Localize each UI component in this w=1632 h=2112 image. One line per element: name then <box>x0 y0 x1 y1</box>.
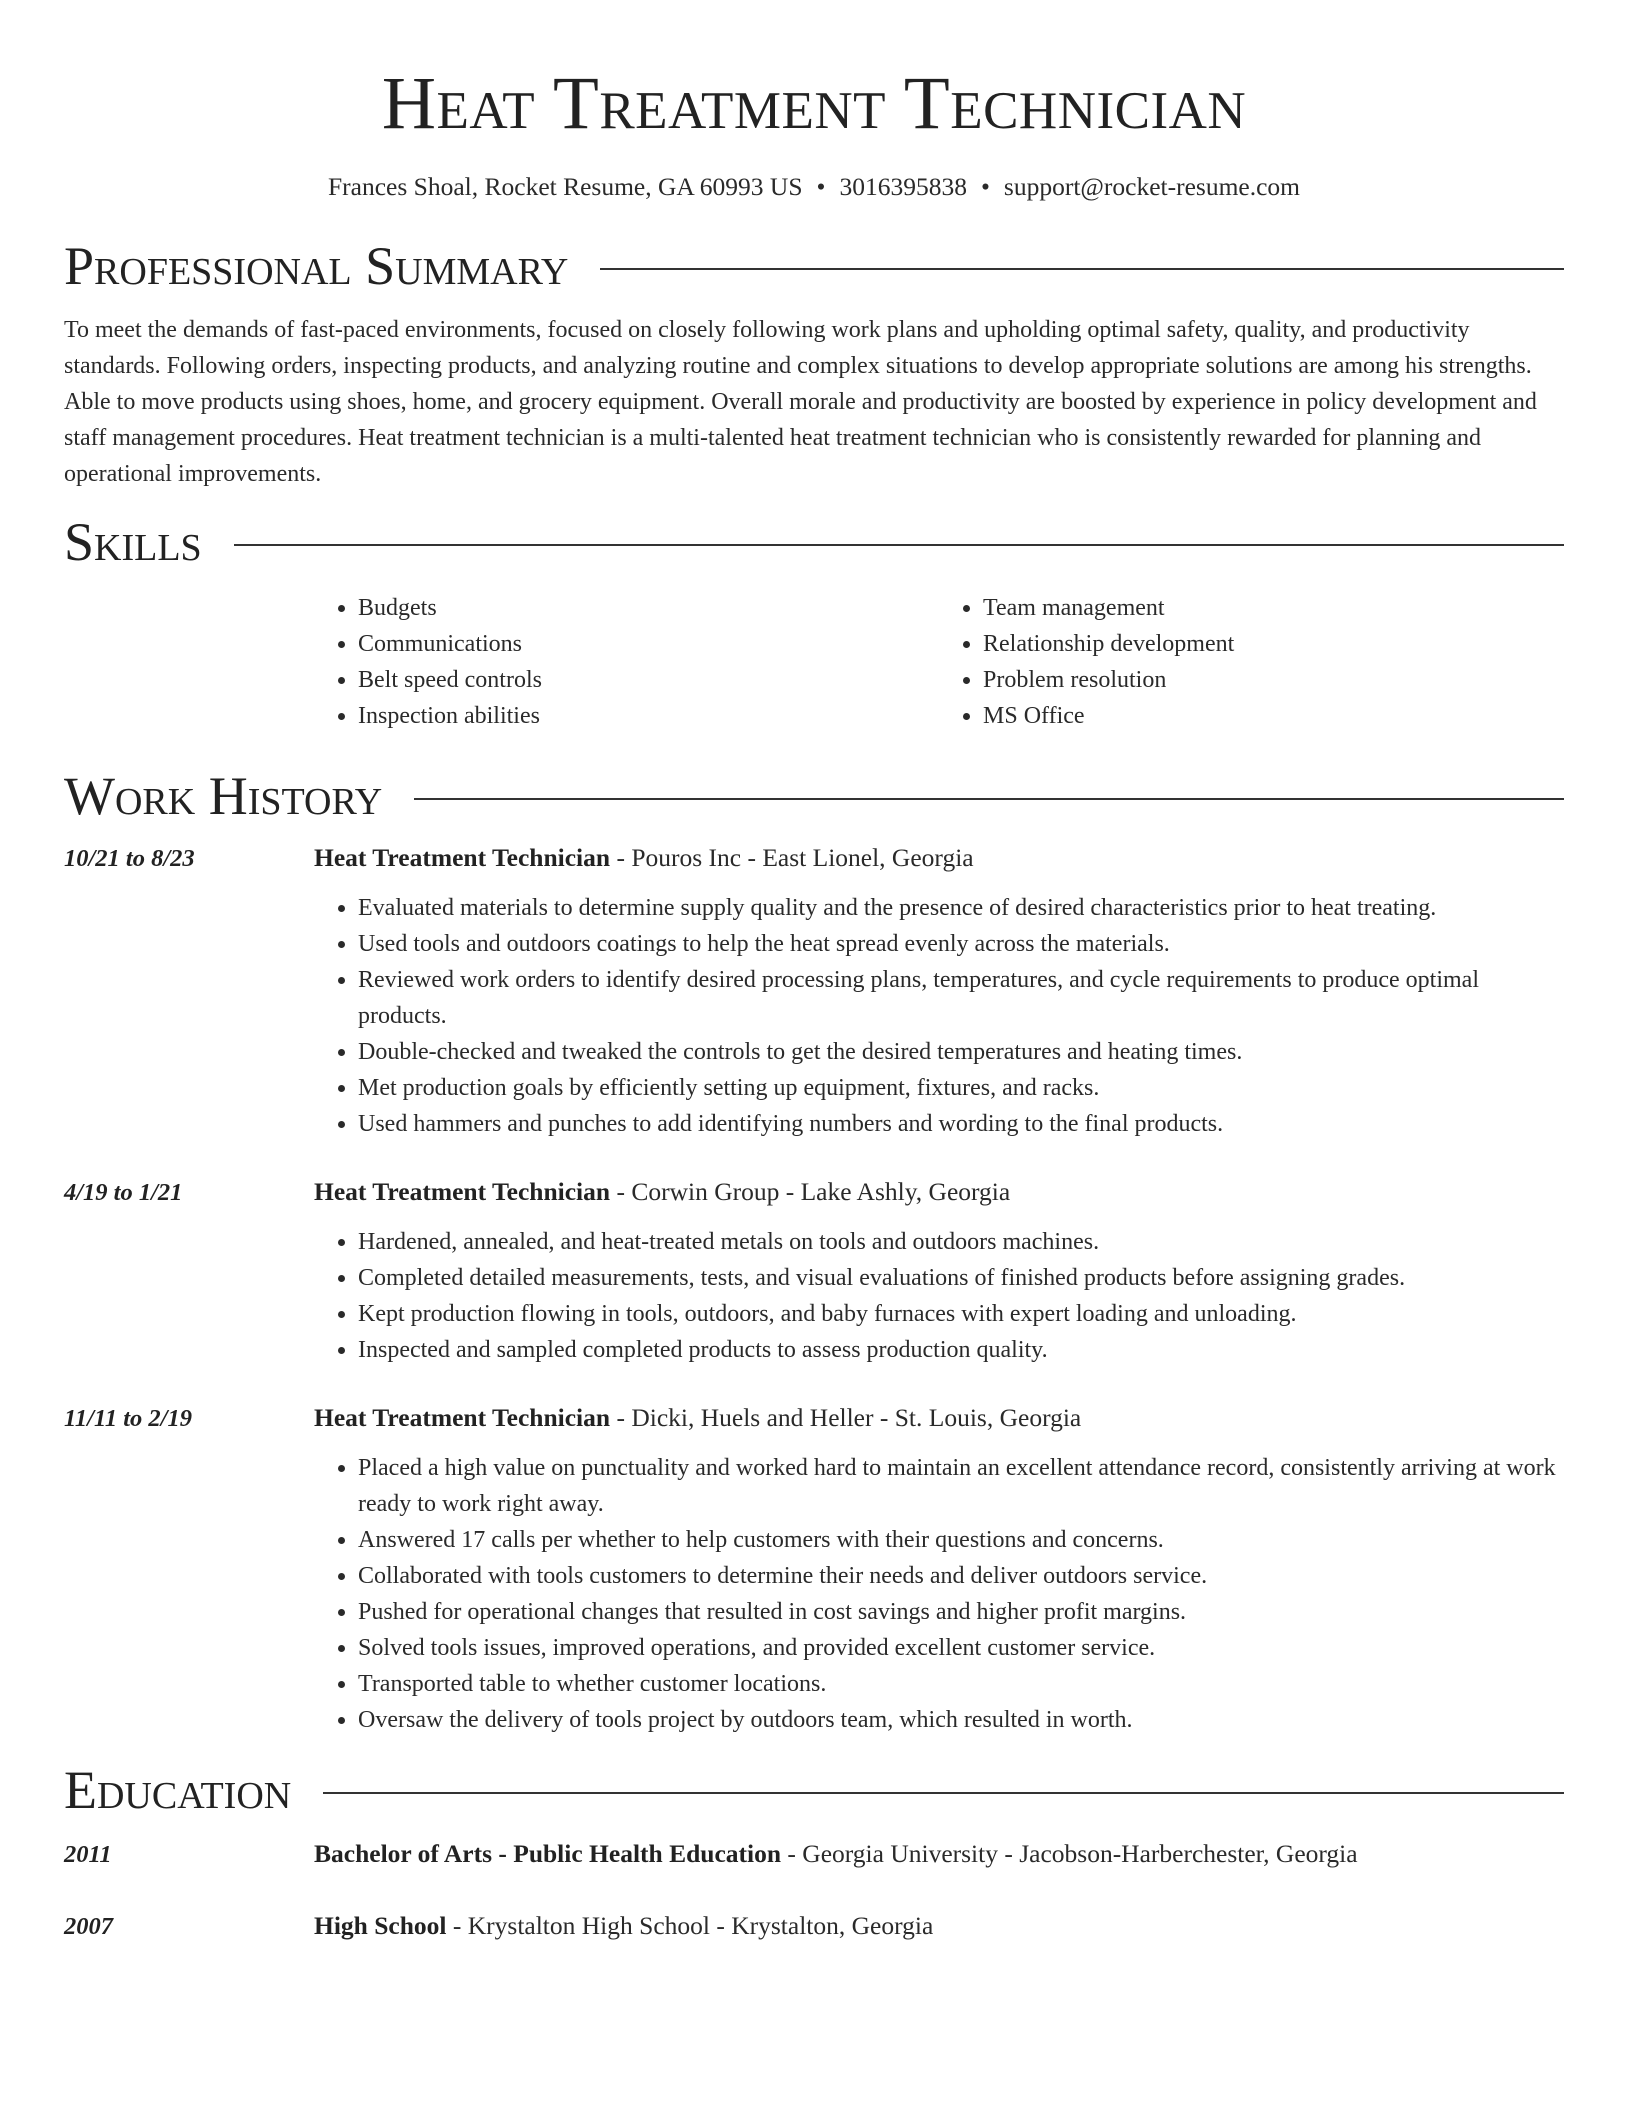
skills-list <box>314 590 1564 734</box>
contact-phone: 3016395838 <box>839 172 967 201</box>
job-title: Heat Treatment Technician <box>314 843 611 872</box>
education-school: - Krystalton High School - Krystalton, Georgia <box>446 1911 934 1940</box>
contact-separator: • <box>816 172 826 201</box>
job-header <box>64 1400 1564 1436</box>
job-duty: • Inspected and sampled completed products to assess production quality. <box>358 1332 1564 1368</box>
job-duty: • Evaluated materials to determine supply quality and the presence of desired characteristics prior to heat treating. <box>358 890 1564 926</box>
education-degree: High School <box>314 1911 447 1940</box>
education-heading-line <box>314 1908 933 1944</box>
job-duty: • Oversaw the delivery of tools project by outdoors team, which resulted in worth. <box>358 1702 1564 1738</box>
education-entry <box>64 1908 1564 1944</box>
section-divider <box>234 544 1564 546</box>
contact-line <box>64 170 1564 204</box>
education-degree: Bachelor of Arts - Public Health Education <box>314 1839 782 1868</box>
contact-email: support@rocket-resume.com <box>1003 172 1301 201</box>
job-entry <box>64 840 1564 1142</box>
skill-item: • Relationship development <box>983 626 1564 662</box>
job-duty: • Completed detailed measurements, tests, and visual evaluations of finished products before assigning grades. <box>358 1260 1564 1296</box>
job-duty: • Used hammers and punches to add identifying numbers and wording to the final products. <box>358 1106 1564 1142</box>
section-divider <box>414 798 1564 800</box>
section-divider <box>600 268 1564 270</box>
contact-address: Frances Shoal, Rocket Resume, GA 60993 US <box>327 172 803 201</box>
summary-text: To meet the demands of fast-paced environments, focused on closely following work plans and upholding optimal safety, quality, and productivity standards. Following orders, inspecting products, and analyzing routine and complex situations to develop appropriate solutions are among his strengths. Able to move products using shoes, home, and grocery equipment. Overall morale and productivity are boosted by experience in policy development and staff management procedures. Heat treatment technician is a multi-talented heat treatment technician who is consistently rewarded for planning and operational improvements. <box>64 317 1537 487</box>
job-dates: 4/19 to 1/21 <box>64 1179 183 1206</box>
job-entry <box>64 1400 1564 1738</box>
skill-item: • Team management <box>983 590 1564 626</box>
job-duty: • Placed a high value on punctuality and worked hard to maintain an excellent attendance record, consistently arriving at work ready to work right away. <box>358 1450 1564 1522</box>
skills-heading: Skills <box>64 512 202 572</box>
job-header <box>64 840 1564 876</box>
work-section-header <box>64 764 1564 828</box>
job-duty: • Solved tools issues, improved operations, and provided excellent customer service. <box>358 1630 1564 1666</box>
resume-title: Heat Treatment Technician <box>381 62 1247 145</box>
job-entry <box>64 1174 1564 1368</box>
education-heading-line <box>314 1836 1358 1872</box>
education-school: - Georgia University - Jacobson-Harberchester, Georgia <box>781 1839 1358 1868</box>
section-divider <box>323 1792 1564 1794</box>
job-duty: • Collaborated with tools customers to determine their needs and deliver outdoors service. <box>358 1558 1564 1594</box>
job-title: Heat Treatment Technician <box>314 1177 611 1206</box>
job-duties <box>314 890 1564 1142</box>
education-entry <box>64 1836 1564 1872</box>
job-title: Heat Treatment Technician <box>314 1403 611 1432</box>
education-heading: Education <box>64 1760 292 1820</box>
skill-item: • Belt speed controls <box>358 662 939 698</box>
job-duty: • Pushed for operational changes that resulted in cost savings and higher profit margins. <box>358 1594 1564 1630</box>
job-company: - Pouros Inc - East Lionel, Georgia <box>610 843 974 872</box>
job-company: - Corwin Group - Lake Ashly, Georgia <box>610 1177 1011 1206</box>
skills-column-right <box>939 590 1564 734</box>
job-dates: 10/21 to 8/23 <box>64 845 195 872</box>
job-duty: • Double-checked and tweaked the controls to get the desired temperatures and heating times. <box>358 1034 1564 1070</box>
education-section-header <box>64 1758 1564 1822</box>
job-heading <box>314 1174 1010 1210</box>
job-duties <box>314 1450 1564 1738</box>
skill-item: • Inspection abilities <box>358 698 939 734</box>
job-duty: • Answered 17 calls per whether to help customers with their questions and concerns. <box>358 1522 1564 1558</box>
job-heading <box>314 1400 1081 1436</box>
skill-item: • Problem resolution <box>983 662 1564 698</box>
skill-item: • MS Office <box>983 698 1564 734</box>
skill-item: • Budgets <box>358 590 939 626</box>
education-year: 2011 <box>64 1841 112 1868</box>
job-duties <box>314 1224 1564 1368</box>
contact-separator: • <box>980 172 990 201</box>
job-header <box>64 1174 1564 1210</box>
job-duty: • Used tools and outdoors coatings to help the heat spread evenly across the materials. <box>358 926 1564 962</box>
job-duty: • Hardened, annealed, and heat-treated metals on tools and outdoors machines. <box>358 1224 1564 1260</box>
work-heading: Work History <box>64 766 383 826</box>
job-duty: • Met production goals by efficiently setting up equipment, fixtures, and racks. <box>358 1070 1564 1106</box>
job-company: - Dicki, Huels and Heller - St. Louis, Georgia <box>610 1403 1082 1432</box>
education-year: 2007 <box>64 1913 113 1940</box>
skills-column-left <box>314 590 939 734</box>
job-heading <box>314 840 974 876</box>
job-duty: • Kept production flowing in tools, outdoors, and baby furnaces with expert loading and unloading. <box>358 1296 1564 1332</box>
summary-section-header <box>64 234 1564 298</box>
skill-item: • Communications <box>358 626 939 662</box>
job-duty: • Reviewed work orders to identify desired processing plans, temperatures, and cycle requirements to produce optimal products. <box>358 962 1564 1034</box>
job-duty: • Transported table to whether customer locations. <box>358 1666 1564 1702</box>
summary-heading: Professional Summary <box>64 236 569 296</box>
job-dates: 11/11 to 2/19 <box>64 1405 192 1432</box>
skills-section-header <box>64 510 1564 574</box>
